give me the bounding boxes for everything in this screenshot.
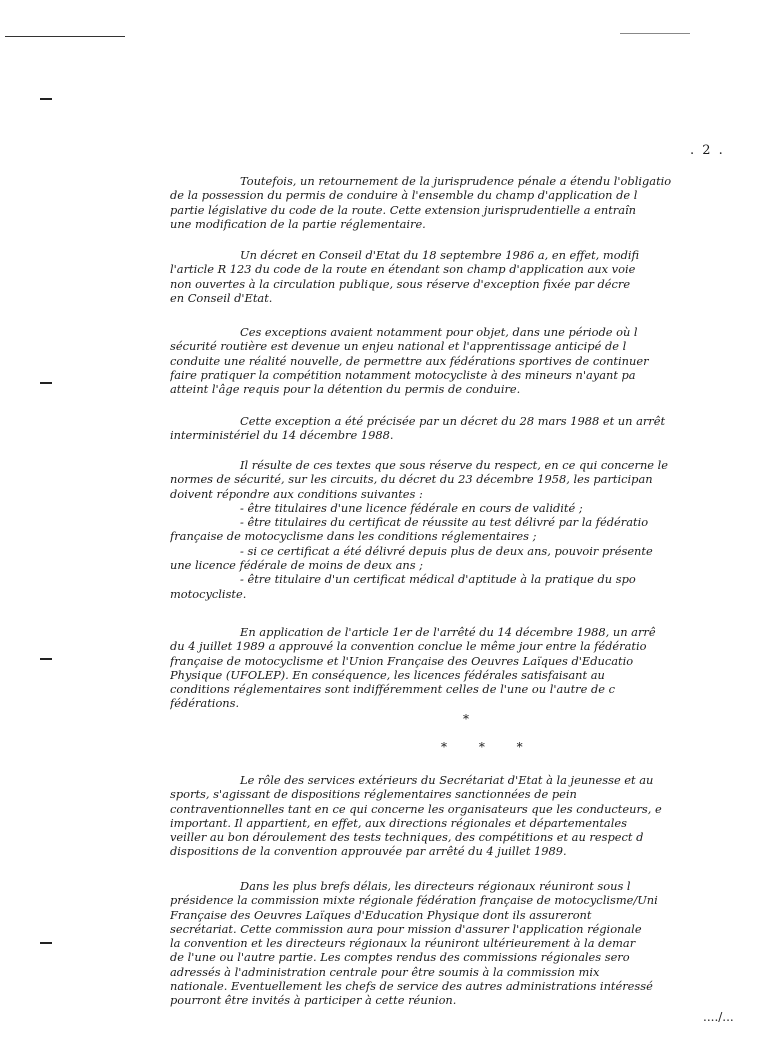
paragraph-6: [170, 625, 745, 711]
list-item: - si ce certificat a été délivré depuis plus de deux ans, pouvoir présente: [240, 543, 653, 558]
text-line: l'article R 123 du code de la route en étendant son champ d'application aux voie: [170, 262, 636, 277]
paragraph-7: [170, 773, 745, 859]
text-line: pourront être invités à participer à cette réunion.: [170, 993, 457, 1008]
text-line: sécurité routière est devenue un enjeu national et l'apprentissage anticipé de l: [170, 339, 627, 354]
text-line: veiller au bon déroulement des tests techniques, des compétitions et au respect d: [170, 830, 644, 845]
text-line: faire pratiquer la compétition notamment motocycliste à des mineurs n'ayant pa: [170, 367, 636, 382]
paragraph-2: [170, 248, 745, 305]
list-item: - être titulaire d'un certificat médical d'aptitude à la pratique du spo: [240, 572, 636, 587]
text-line: conduite une réalité nouvelle, de permettre aux fédérations sportives de continuer: [170, 353, 649, 368]
text-line: partie législative du code de la route. Cette extension jurisprudentielle a entraîn: [170, 202, 636, 217]
text-line: important. Il appartient, en effet, aux directions régionales et départementales: [170, 815, 627, 830]
margin-mark: [40, 942, 52, 944]
scan-line-top-left: [5, 36, 125, 37]
text-line: motocycliste.: [170, 586, 247, 601]
text-line: Il résulte de ces textes que sous réserve du respect, en ce qui concerne le: [240, 458, 669, 472]
text-line: présidence la commission mixte régionale fédération française de motocyclisme/Uni: [170, 893, 658, 908]
separator-stars: * * *: [441, 740, 537, 754]
text-line: doivent répondre aux conditions suivantes :: [170, 486, 423, 501]
text-line: en Conseil d'Etat.: [170, 290, 273, 305]
text-line: atteint l'âge requis pour la détention du permis de conduire.: [170, 382, 521, 397]
text-line: nationale. Eventuellement les chefs de service des autres administrations intéressé: [170, 979, 653, 994]
text-line: Ces exceptions avaient notamment pour objet, dans une période où l: [240, 325, 638, 339]
text-line: contraventionnelles tant en ce qui concerne les organisateurs que les conducteurs, e: [170, 801, 662, 816]
text-line: Le rôle des services extérieurs du Secrétariat d'Etat à la jeunesse et au: [240, 773, 654, 787]
paragraph-8: [170, 879, 745, 1008]
text-line: la convention et les directeurs régionaux la réuniront ultérieurement à la demar: [170, 936, 636, 951]
text-line: du 4 juillet 1989 a approuvé la convention conclue le même jour entre la fédératio: [170, 639, 647, 654]
list-item: - être titulaires du certificat de réussite au test délivré par la fédératio: [240, 515, 649, 530]
text-line: française de motocyclisme et l'Union Française des Oeuvres Laïques d'Educatio: [170, 653, 634, 668]
text-line: une licence fédérale de moins de deux ans ;: [170, 558, 424, 573]
text-line: française de motocyclisme dans les conditions réglementaires ;: [170, 529, 537, 544]
text-line: Un décret en Conseil d'Etat du 18 septembre 1986 a, en effet, modifi: [240, 248, 640, 262]
text-line: Française des Oeuvres Laïques d'Education Physique dont ils assureront: [170, 907, 592, 922]
paragraph-1: [170, 174, 745, 231]
text-line: dispositions de la convention approuvée par arrêté du 4 juillet 1989.: [170, 844, 567, 859]
text-line: Cette exception a été précisée par un décret du 28 mars 1988 et un arrêt: [240, 414, 666, 428]
text-line: interministériel du 14 décembre 1988.: [170, 428, 394, 443]
text-line: normes de sécurité, sur les circuits, du décret du 23 décembre 1958, les participan: [170, 472, 653, 487]
text-line: Physique (UFOLEP). En conséquence, les licences fédérales satisfaisant au: [170, 667, 605, 682]
text-line: Toutefois, un retournement de la jurisprudence pénale a étendu l'obligatio: [240, 174, 672, 188]
scan-line-top-right: [620, 33, 690, 34]
text-line: de l'une ou l'autre partie. Les comptes rendus des commissions régionales sero: [170, 950, 630, 965]
text-line: secrétariat. Cette commission aura pour mission d'assurer l'application régionale: [170, 921, 642, 936]
text-line: de la possession du permis de conduire à l'ensemble du champ d'application de l: [170, 188, 638, 203]
paragraph-4: [170, 414, 745, 443]
text-line: une modification de la partie réglementaire.: [170, 216, 426, 231]
text-line: Dans les plus brefs délais, les directeurs régionaux réuniront sous l: [240, 879, 631, 893]
text-line: En application de l'article 1er de l'arrêté du 14 décembre 1988, un arrê: [240, 625, 656, 639]
text-line: non ouvertes à la circulation publique, sous réserve d'exception fixée par décre: [170, 276, 631, 291]
separator-star: *: [463, 712, 469, 726]
list-item: - être titulaires d'une licence fédérale en cours de validité ;: [240, 500, 583, 515]
text-line: adressés à l'administration centrale pour être soumis à la commission mix: [170, 964, 600, 979]
margin-mark: [40, 658, 52, 660]
page-number: . 2 .: [690, 143, 725, 158]
paragraph-3: [170, 325, 745, 396]
margin-mark: [40, 98, 52, 100]
text-line: fédérations.: [170, 696, 240, 711]
text-line: conditions réglementaires sont indifféremment celles de l'une ou l'autre de c: [170, 682, 616, 697]
text-line: sports, s'agissant de dispositions réglementaires sanctionnées de pein: [170, 787, 577, 802]
continuation-mark: ..../...: [703, 1010, 734, 1024]
paragraph-5: [170, 458, 745, 601]
margin-mark: [40, 382, 52, 384]
